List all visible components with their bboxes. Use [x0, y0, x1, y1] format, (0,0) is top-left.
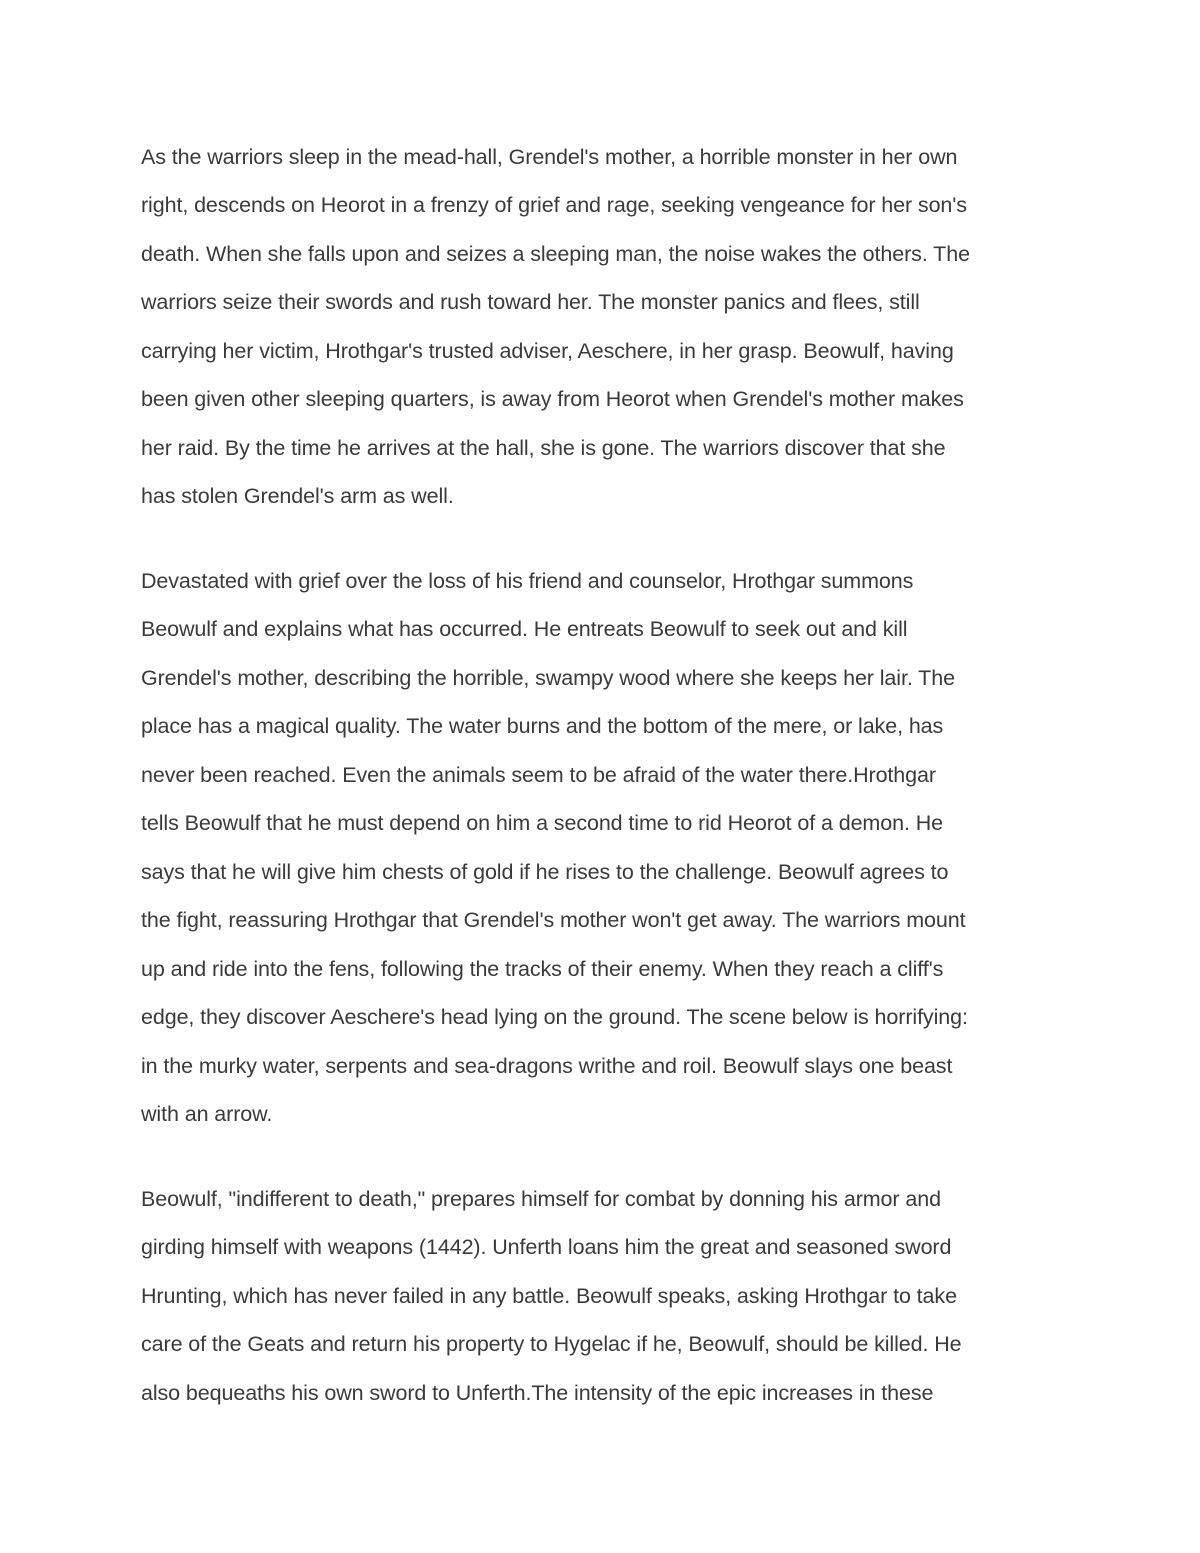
text-line: death. When she falls upon and seizes a sleeping man, the noise wakes the others. The — [141, 242, 970, 266]
text-line: right, descends on Heorot in a frenzy of grief and rage, seeking vengeance for her son's — [141, 193, 967, 217]
text-line: Beowulf, "indifferent to death," prepares himself for combat by donning his armor and — [141, 1187, 941, 1211]
text-line: tells Beowulf that he must depend on him a second time to rid Heorot of a demon. He — [141, 811, 943, 835]
text-line: also bequeaths his own sword to Unferth.The intensity of the epic increases in these — [141, 1381, 934, 1405]
text-line: Hrunting, which has never failed in any battle. Beowulf speaks, asking Hrothgar to take — [141, 1284, 957, 1308]
text-line: Grendel's mother, describing the horrible, swampy wood where she keeps her lair. The — [141, 666, 955, 690]
text-line: has stolen Grendel's arm as well. — [141, 484, 454, 508]
text-line: edge, they discover Aeschere's head lying on the ground. The scene below is horrifying: — [141, 1005, 968, 1029]
text-line: up and ride into the fens, following the tracks of their enemy. When they reach a cliff's — [141, 957, 944, 981]
text-line: warriors seize their swords and rush toward her. The monster panics and flees, still — [141, 290, 920, 314]
text-line: been given other sleeping quarters, is away from Heorot when Grendel's mother makes — [141, 387, 964, 411]
text-line: girding himself with weapons (1442). Unferth loans him the great and seasoned sword — [141, 1235, 952, 1259]
text-line: As the warriors sleep in the mead-hall, Grendel's mother, a horrible monster in her own — [141, 145, 958, 169]
text-line: Devastated with grief over the loss of his friend and counselor, Hrothgar summons — [141, 569, 914, 593]
text-line: care of the Geats and return his property to Hygelac if he, Beowulf, should be killed. He — [141, 1332, 962, 1356]
text-line: carrying her victim, Hrothgar's trusted adviser, Aeschere, in her grasp. Beowulf, having — [141, 339, 954, 363]
text-line: Beowulf and explains what has occurred. He entreats Beowulf to seek out and kill — [141, 617, 908, 641]
text-line: with an arrow. — [141, 1102, 273, 1126]
text-line: her raid. By the time he arrives at the hall, she is gone. The warriors discover that she — [141, 436, 946, 460]
text-line: never been reached. Even the animals seem to be afraid of the water there.Hrothgar — [141, 763, 936, 787]
text-line: in the murky water, serpents and sea-dragons writhe and roil. Beowulf slays one beast — [141, 1054, 953, 1078]
text-line: the fight, reassuring Hrothgar that Grendel's mother won't get away. The warriors mount — [141, 908, 966, 932]
text-line: place has a magical quality. The water burns and the bottom of the mere, or lake, has — [141, 714, 944, 738]
text-line: says that he will give him chests of gold if he rises to the challenge. Beowulf agrees to — [141, 860, 949, 884]
